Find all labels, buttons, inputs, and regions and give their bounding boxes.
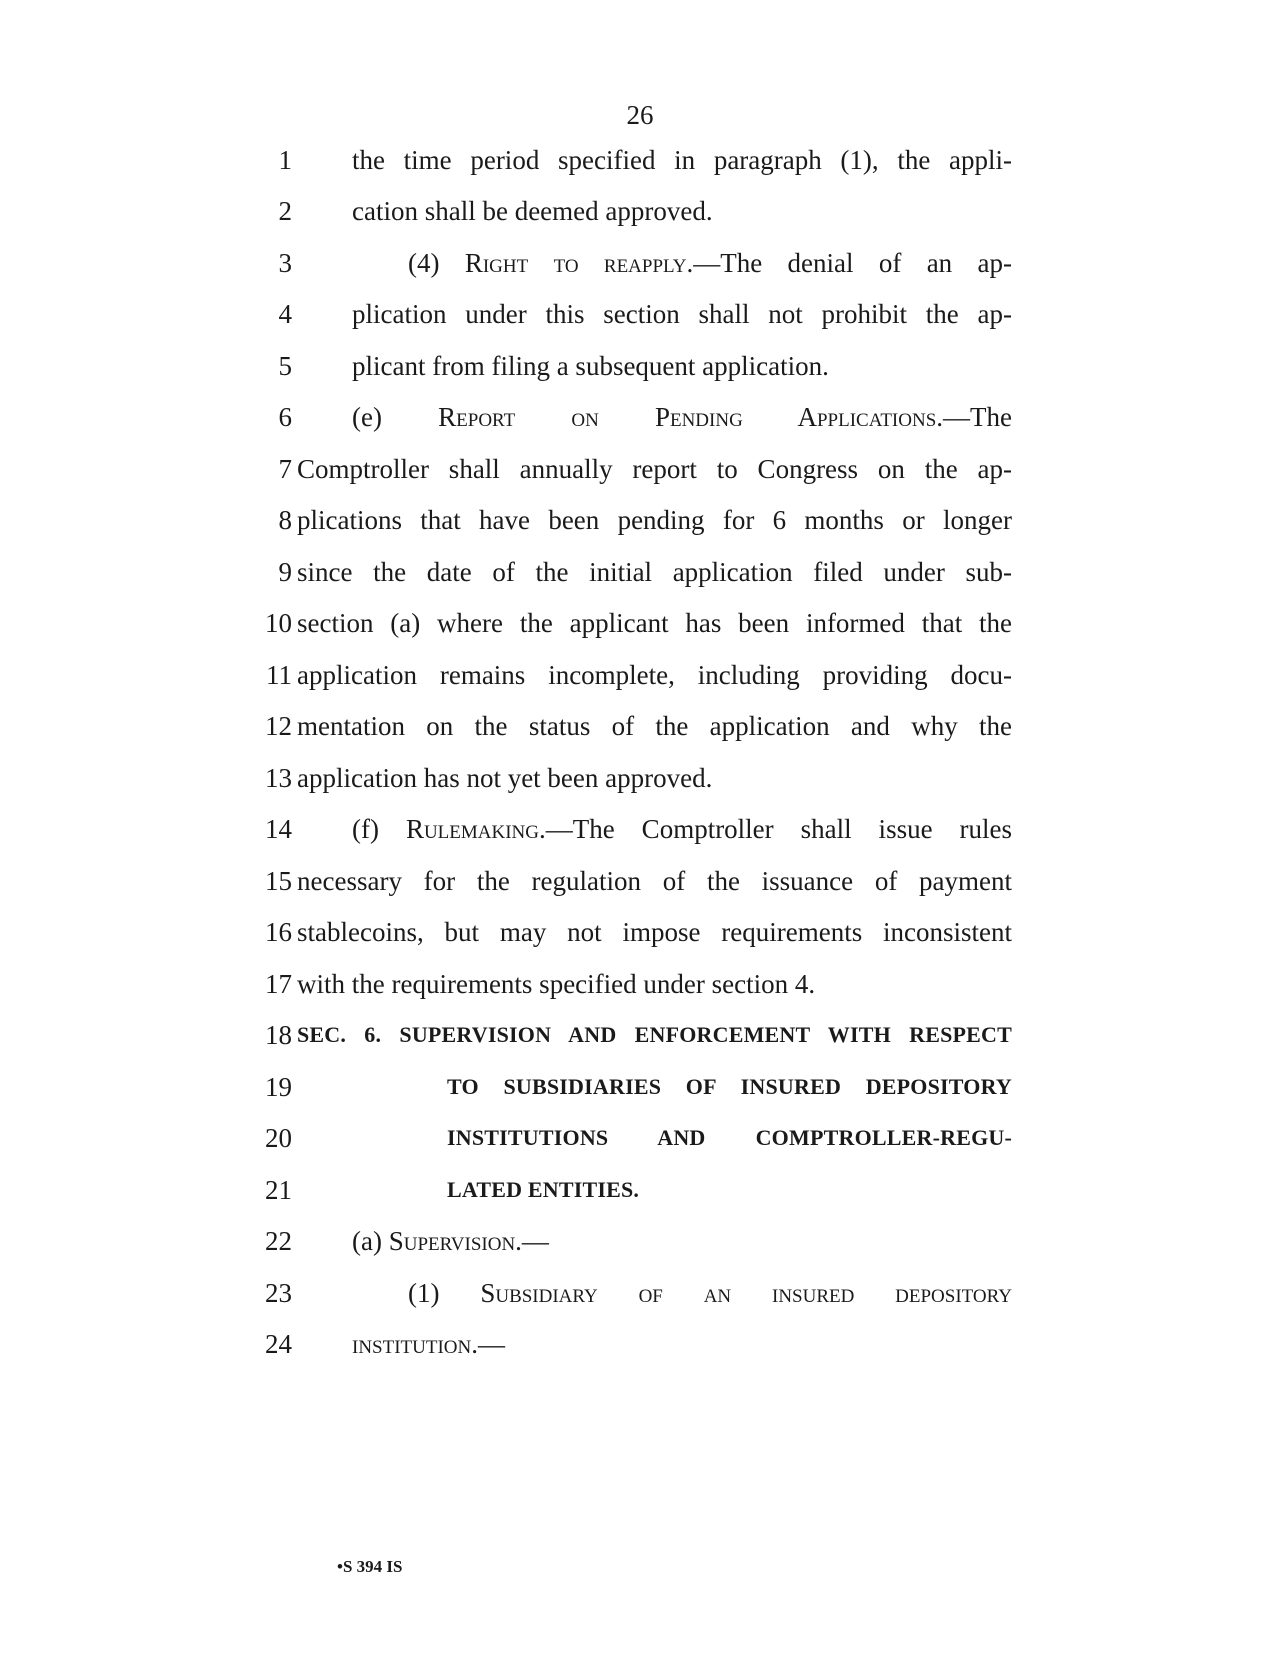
- bill-line: [0, 493, 1280, 547]
- line-number: 17: [265, 969, 292, 999]
- line-text: the time period specified in paragraph (1), the appli-: [352, 145, 1012, 175]
- line-number: 24: [265, 1329, 292, 1359]
- bill-line: [0, 957, 1280, 1011]
- paragraph-designator: (4): [408, 248, 465, 278]
- section-heading-line: [0, 1060, 1280, 1114]
- section-heading-text: LATED ENTITIES.: [447, 1177, 640, 1202]
- line-number: 15: [265, 866, 292, 896]
- bill-line: [0, 1214, 1280, 1268]
- line-text: plication under this section shall not prohibit the ap-: [352, 299, 1012, 329]
- line-number: 19: [265, 1072, 292, 1102]
- paragraph-heading: Right to reapply: [464, 248, 687, 278]
- line-number: 20: [265, 1123, 292, 1153]
- line-text: [408, 1266, 1012, 1320]
- line-number: 11: [266, 660, 292, 690]
- subsection-heading: Rulemaking: [405, 814, 539, 844]
- bill-line: [0, 1266, 1280, 1320]
- bill-line: [0, 802, 1280, 856]
- bill-line: [0, 596, 1280, 650]
- subsection-designator: (a): [352, 1226, 389, 1256]
- bill-line: [0, 133, 1280, 187]
- paragraph-heading: institution: [352, 1329, 472, 1359]
- line-number: 12: [265, 711, 292, 741]
- line-number: 14: [265, 814, 292, 844]
- bill-line: [0, 442, 1280, 496]
- line-text: cation shall be deemed approved.: [352, 196, 713, 226]
- line-text: section (a) where the applicant has been informed that the: [297, 608, 1012, 638]
- line-text: [352, 390, 1012, 444]
- line-text: [352, 1214, 1012, 1268]
- line-text-rest: .—The: [936, 402, 1013, 432]
- line-text: [352, 802, 1012, 856]
- line-number: 1: [278, 145, 292, 175]
- paragraph-heading: Subsidiary of an insured depository: [480, 1278, 1013, 1308]
- bill-line: [0, 905, 1280, 959]
- line-number: 18: [265, 1020, 292, 1050]
- line-number: 23: [265, 1278, 292, 1308]
- section-heading-text: TO SUBSIDIARIES OF INSURED DEPOSITORY: [447, 1074, 1012, 1099]
- section-heading-line: [0, 1163, 1280, 1217]
- line-text-rest: .—The denial of an ap-: [686, 248, 1013, 278]
- line-text: application remains incomplete, including providing docu-: [297, 660, 1012, 690]
- paragraph-designator: (1): [408, 1278, 481, 1308]
- line-number: 4: [278, 299, 292, 329]
- line-text-rest: .—: [471, 1329, 506, 1359]
- line-number: 21: [265, 1175, 292, 1205]
- line-number: 2: [278, 196, 292, 226]
- page-number: 26: [626, 100, 654, 130]
- line-text: with the requirements specified under section 4.: [297, 969, 816, 999]
- line-text-rest: .—The Comptroller shall issue rules: [539, 814, 1012, 844]
- bill-footer: •S 394 IS: [337, 1557, 403, 1576]
- line-number: 7: [278, 454, 292, 484]
- section-heading-text: SEC. 6. SUPERVISION AND ENFORCEMENT WITH RESPECT: [297, 1022, 1012, 1047]
- bill-line: [0, 1317, 1280, 1371]
- subsection-designator: (e): [352, 402, 439, 432]
- bill-line: [0, 236, 1280, 290]
- line-number: 3: [278, 248, 292, 278]
- section-heading-text: INSTITUTIONS AND COMPTROLLER-REGU-: [447, 1125, 1012, 1150]
- line-text: plicant from filing a subsequent application.: [352, 351, 829, 381]
- line-text: stablecoins, but may not impose requirements inconsistent: [297, 917, 1012, 947]
- line-text: Comptroller shall annually report to Congress on the ap-: [297, 454, 1012, 484]
- line-text-rest: .—: [515, 1226, 549, 1256]
- line-text: [352, 1317, 1012, 1371]
- line-text: mentation on the status of the application and why the: [297, 711, 1012, 741]
- bill-line: [0, 648, 1280, 702]
- line-text: necessary for the regulation of the issuance of payment: [297, 866, 1012, 896]
- line-number: 9: [278, 557, 292, 587]
- bill-line: [0, 390, 1280, 444]
- line-number: 5: [278, 351, 292, 381]
- subsection-heading: Report on Pending Applications: [438, 402, 937, 432]
- line-number: 13: [265, 763, 292, 793]
- line-number: 10: [265, 608, 292, 638]
- line-text: since the date of the initial application filed under sub-: [297, 557, 1012, 587]
- section-heading-line: [0, 1008, 1280, 1062]
- subsection-heading: Supervision: [388, 1226, 516, 1256]
- line-number: 16: [265, 917, 292, 947]
- line-number: 6: [278, 402, 292, 432]
- section-heading-line: [0, 1111, 1280, 1165]
- line-text: [408, 236, 1012, 290]
- bill-line: [0, 184, 1280, 238]
- line-number: 22: [265, 1226, 292, 1256]
- bill-line: [0, 545, 1280, 599]
- bill-line: [0, 287, 1280, 341]
- line-text: plications that have been pending for 6 months or longer: [297, 505, 1012, 535]
- bill-line: [0, 751, 1280, 805]
- bill-line: [0, 854, 1280, 908]
- bill-line: [0, 699, 1280, 753]
- bill-line: [0, 339, 1280, 393]
- line-text: application has not yet been approved.: [297, 763, 713, 793]
- line-number: 8: [278, 505, 292, 535]
- subsection-designator: (f): [352, 814, 406, 844]
